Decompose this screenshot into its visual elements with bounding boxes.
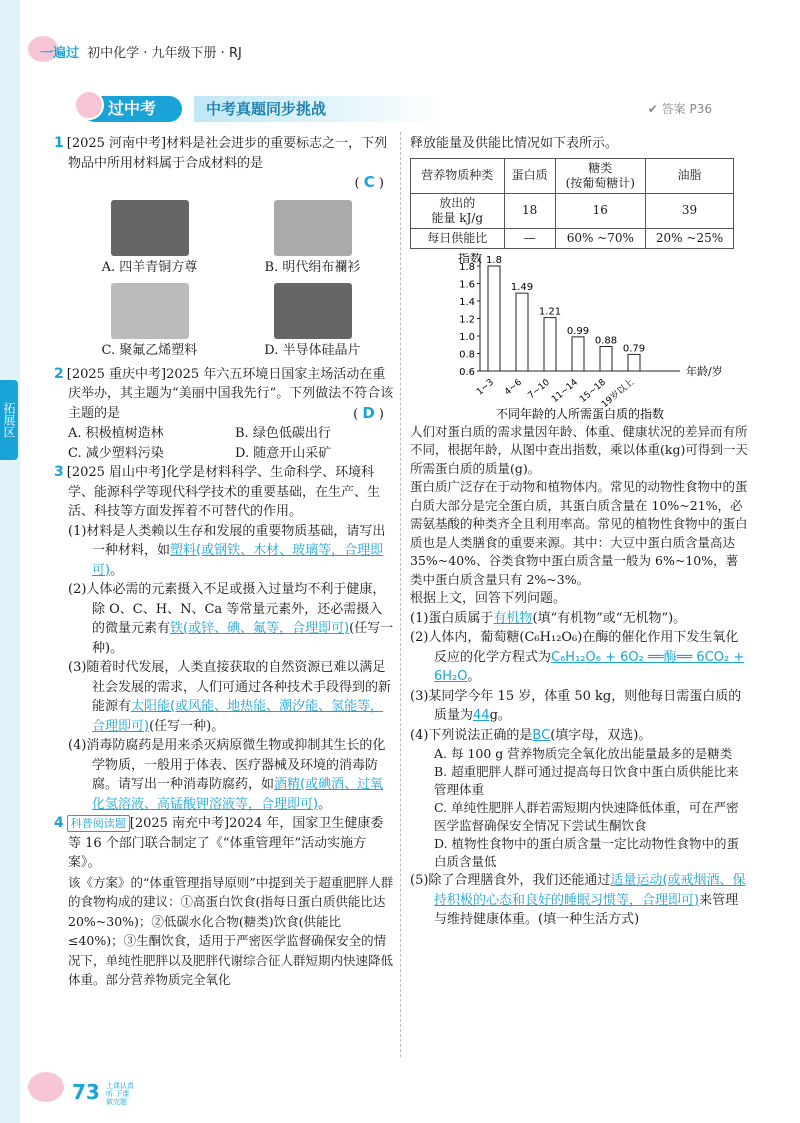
q4-number: 4	[54, 815, 64, 831]
q1-captions-row1	[68, 258, 394, 278]
x-tick-label: 1~3	[474, 377, 496, 398]
silicon-wafer-image	[274, 283, 352, 339]
bar	[544, 317, 556, 370]
table-cell: 放出的 能量 kJ/g	[411, 193, 505, 228]
s2-text: (2)人体内，葡萄糖(C₆H₁₂O₆)在酶的催化作用下发生氧化反应的化学方程式为	[410, 630, 739, 665]
q3-p3-answer: 太阳能(或风能、地热能、潮汐能、氢能等，合理即可)	[92, 699, 384, 734]
y-tick-label: 1.8	[459, 261, 475, 273]
s1-end: (填“有机物”或“无机物”)。	[532, 610, 687, 626]
q2-option-d: D. 随意开山采矿	[235, 445, 332, 461]
s1-text: (1)蛋白质属于	[410, 610, 494, 626]
chart-title: 不同年龄的人所需蛋白质的指数	[495, 406, 665, 421]
s4-option-b: B. 超重肥胖人群可通过提高每日饮食中蛋白质供能比来管理体重	[434, 764, 739, 797]
chart-svg	[410, 253, 750, 423]
data-label: 0.79	[622, 342, 646, 354]
data-label: 0.88	[594, 335, 618, 346]
q1-option-a: A. 四羊青铜方尊	[101, 259, 198, 275]
q2-number: 2	[54, 365, 64, 382]
table-intro: 释放能量及供能比情况如下表所示。	[410, 136, 619, 151]
q2-options	[68, 424, 394, 463]
q3-p2-answer: 铁(或锌、碘、氟等，合理即可)	[170, 621, 350, 636]
data-label: 1.8	[486, 254, 502, 266]
answer-reference: ✔ 答案 P36	[647, 102, 712, 116]
table-header-row	[411, 158, 734, 193]
sub-question-2: (2)人体内，葡萄糖(C₆H₁₂O₆)在酶的催化作用下发生氧化反应的化学方程式为C₆H₁₂O₆ + 6O₂ ══酶══ 6CO₂ + 6H₂O。	[410, 630, 745, 684]
q1-captions-row2	[68, 341, 394, 361]
y-tick-label: 1.0	[459, 331, 475, 343]
running-header	[40, 42, 242, 61]
table-header-cell: 营养物质种类	[411, 158, 505, 193]
answer-ref-text: 答案 P36	[661, 102, 712, 116]
table-row	[411, 193, 734, 228]
q2-option-c: C. 减少塑料污染	[68, 445, 164, 461]
q4-stem: [2025 南充中考]2024 年，国家卫生健康委等 16 个部门联合制定了《“体重管理年”活动实施方案》。	[68, 816, 384, 870]
q1-images-row2	[68, 283, 394, 339]
q3-p2-end: (任写一种)。	[92, 621, 394, 656]
q1-option-d: D. 半导体硅晶片	[264, 343, 361, 358]
right-column	[410, 134, 750, 930]
y-tick-label: 1.6	[459, 279, 475, 290]
s3-end: g。	[489, 708, 511, 723]
footer-slogan: 上课认真听 下课做完题	[106, 1082, 134, 1106]
s5-end: 来管理与维持健康体重。(填一种生活方式)	[434, 892, 739, 927]
side-tab: 拓展区	[0, 380, 18, 460]
y-tick-label: 0.8	[459, 349, 475, 360]
q3-p2-text: (2)人体必需的元素摄入不足或摄入过量均不利于健康，除 O、C、H、N、Ca 等常量元素外，还必需摄入的微量元素有	[68, 582, 386, 636]
table-cell: 39	[646, 193, 734, 228]
question-1	[54, 134, 394, 361]
data-label: 1.21	[538, 306, 562, 318]
table-cell: 每日供能比	[411, 228, 505, 248]
q1-images-row1	[68, 200, 394, 256]
protein-index-chart	[410, 253, 750, 423]
bar	[572, 336, 584, 370]
section-subtitle: 中考真题同步挑战	[194, 96, 444, 122]
plastic-image	[111, 283, 189, 339]
q1-number: 1	[54, 135, 64, 151]
q1-option-b: B. 明代绢布襴衫	[264, 259, 361, 275]
q3-part3	[68, 658, 394, 736]
q4-paragraph: 该《方案》的“体重管理指导原则”中提到关于超重肥胖人群的食物构成的建议：①高蛋白饮食(指每日蛋白质供能比达 20%~30%)；②低碳水化合物(糖类)饮食(供能比≤40%)；③生酮饮食，适用于严密医学监督确保安全的情况下，单纯性肥胖以及肥胖代谢综合征人群短期内快速降低体重。部分营养物质完全氧化	[68, 874, 394, 987]
page-number: 73	[72, 1080, 100, 1104]
bar	[600, 346, 612, 371]
q2-option-b: B. 绿色低碳出行	[235, 426, 331, 441]
s4-option-d: D. 植物性食物中的蛋白质含量一定比动物性食物中的蛋白质含量低	[434, 836, 740, 869]
s4-end: (填字母，双选)。	[550, 727, 652, 743]
table-header-cell: 油脂	[646, 158, 734, 193]
q1-answer: C	[363, 173, 375, 191]
q3-p1-text: (1)材料是人类赖以生存和发展的重要物质基础，请写出一种材料，如	[68, 523, 386, 558]
q3-p1-answer: 塑料(或钢铁、木材、玻璃等，合理即可)	[92, 543, 384, 578]
question-3	[54, 463, 394, 814]
sub-question-5	[410, 871, 750, 930]
s4-answer: BC	[532, 727, 551, 743]
section-banner	[82, 96, 722, 122]
s3-answer: 44	[473, 708, 490, 723]
s3-text: (3)某同学今年 15 岁，体重 50 kg，则他每日需蛋白质的质量为	[410, 688, 742, 723]
sub-question-3	[410, 687, 750, 726]
q3-part4: (4)消毒防腐药是用来杀灭病原微生物或抑制其生长的化学物质，一般用于体表、医疗器械及环境的消毒防腐。请写出一种消毒防腐药，如酒精(或碘酒、过氧化氢溶液、高锰酸钾溶液等，合理即可)。	[68, 738, 386, 812]
book-title: 初中化学 · 九年级下册 · RJ	[87, 46, 242, 61]
badge-icon	[74, 90, 104, 120]
q3-p4-answer: 酒精(或碘酒、过氧化氢溶液、高锰酸钾溶液等，合理即可)	[92, 777, 384, 812]
q3-number: 3	[54, 464, 64, 480]
table-cell: 16	[555, 193, 645, 228]
table-cell: 60% ~70%	[555, 228, 645, 248]
sub-question-1	[410, 609, 750, 629]
column-divider	[400, 132, 401, 1057]
question-4	[54, 814, 394, 990]
q3-p3-end: (任写一种)。	[149, 718, 225, 734]
footer-mascot-logo	[26, 1070, 66, 1104]
x-axis-label: 年龄/岁	[686, 364, 723, 378]
y-axis-label: 指数	[458, 252, 483, 265]
table-row	[411, 228, 734, 248]
q3-p4-text: (4)消毒防腐药是用来杀灭病原微生物或抑制其生长的化学物质，一般用于体表、医疗器械及环境的消毒防腐。请写出一种消毒防腐药，如	[68, 738, 386, 792]
q2-answer: D	[362, 403, 375, 422]
right-paragraph-3: 根据上文，回答下列问题。	[410, 591, 567, 606]
x-tick-label: 4~6	[502, 377, 524, 398]
x-tick-label: 19岁以上	[600, 377, 636, 410]
s1-answer: 有机物	[493, 610, 533, 626]
s4-option-c: C. 单纯性肥胖人群若需短期内快速降低体重，可在严密医学监督确保安全情况下尝试生酮饮食	[434, 800, 739, 833]
nutrient-table	[410, 158, 734, 249]
s5-answer: 适量运动(或戒烟酒、保持积极的心态和良好的睡眠习惯等，合理即可)	[434, 873, 746, 908]
data-label: 1.49	[510, 281, 534, 293]
table-cell: 20% ~25%	[646, 228, 734, 248]
q2-stem: [2025 重庆中考]2025 年六五环境日国家主场活动在重庆举办，其主题为“美丽中国我先行”。下列做法不符合该主题的是	[66, 366, 394, 421]
brand-name: 一遍过	[40, 46, 80, 61]
bar	[488, 266, 500, 371]
q1-answer-wrap: ( C )	[354, 173, 384, 191]
section-label: 过中考	[82, 96, 182, 122]
right-paragraph-2: 蛋白质广泛存在于动物和植物体内。常见的动物性食物中的蛋白质大部分是完全蛋白质，其蛋白质含量在 10%~21%，必需氨基酸的种类齐全且利用率高。常见的植物性食物中的蛋白质也是人类膳食的重要来源。其中：大豆中蛋白质含量高达 35%~40%、谷类食物中蛋白质含量一般为 6%~10%，薯类中蛋白质含量只有 2%~3%。	[410, 479, 748, 587]
q3-stem: [2025 眉山中考]化学是材料科学、生命科学、环境科学、能源科学等现代科学技术的重要基础，在生产、生活、科技等方面发挥着不可替代的作用。	[66, 465, 381, 519]
x-tick-label: 15~18	[578, 377, 608, 405]
robe-image	[274, 200, 352, 256]
s4-option-a: A. 每 100 g 营养物质完全氧化放出能量最多的是糖类	[434, 746, 733, 761]
table-header-cell: 蛋白质	[504, 158, 555, 193]
s4-options	[410, 745, 750, 871]
q2-answer-wrap: ( D )	[353, 403, 384, 422]
x-tick-label: 7~10	[526, 377, 552, 401]
q2-option-a: A. 积极植树造林	[68, 426, 164, 441]
question-2	[54, 365, 394, 464]
y-tick-label: 1.2	[459, 314, 475, 325]
q3-part2	[68, 580, 394, 658]
table-cell: 18	[504, 193, 555, 228]
data-label: 0.99	[566, 325, 590, 337]
s2-answer: C₆H₁₂O₆ + 6O₂ ══酶══ 6CO₂ + 6H₂O	[434, 649, 745, 684]
q3-part1: (1)材料是人类赖以生存和发展的重要物质基础，请写出一种材料，如塑料(或钢铁、木材、玻璃等，合理即可)。	[68, 523, 386, 578]
q1-stem: [2025 河南中考]材料是社会进步的重要标志之一，下列物品中所用材料属于合成材料的是	[66, 136, 388, 171]
left-column	[54, 134, 394, 990]
q3-p3-text: (3)随着时代发展，人类直接获取的自然资源已难以满足社会发展的需求，人们可通过各种技术手段得到的新能源有	[68, 660, 392, 714]
y-tick-label: 0.6	[459, 366, 475, 378]
s5-text: (5)除了合理膳食外，我们还能通过	[410, 873, 611, 888]
q4-tag: 科普阅读题	[67, 815, 130, 832]
y-tick-label: 1.4	[459, 296, 475, 308]
sub-question-4	[410, 726, 750, 746]
bar	[628, 354, 640, 371]
table-cell: —	[504, 228, 555, 248]
bronze-vessel-image	[111, 200, 189, 256]
q1-option-c: C. 聚氟乙烯塑料	[101, 343, 198, 358]
right-paragraph-1: 人们对蛋白质的需求量因年龄、体重、健康状况的差异而有所不同，根据年龄，从图中查出指数，乘以体重(kg)可得到一天所需蛋白质的质量(g)。	[410, 423, 748, 476]
bar	[516, 293, 528, 371]
x-tick-label: 11~14	[550, 377, 580, 405]
s4-text: (4)下列说法正确的是	[410, 727, 533, 743]
table-header-cell: 糖类 (按葡萄糖计)	[555, 158, 645, 193]
